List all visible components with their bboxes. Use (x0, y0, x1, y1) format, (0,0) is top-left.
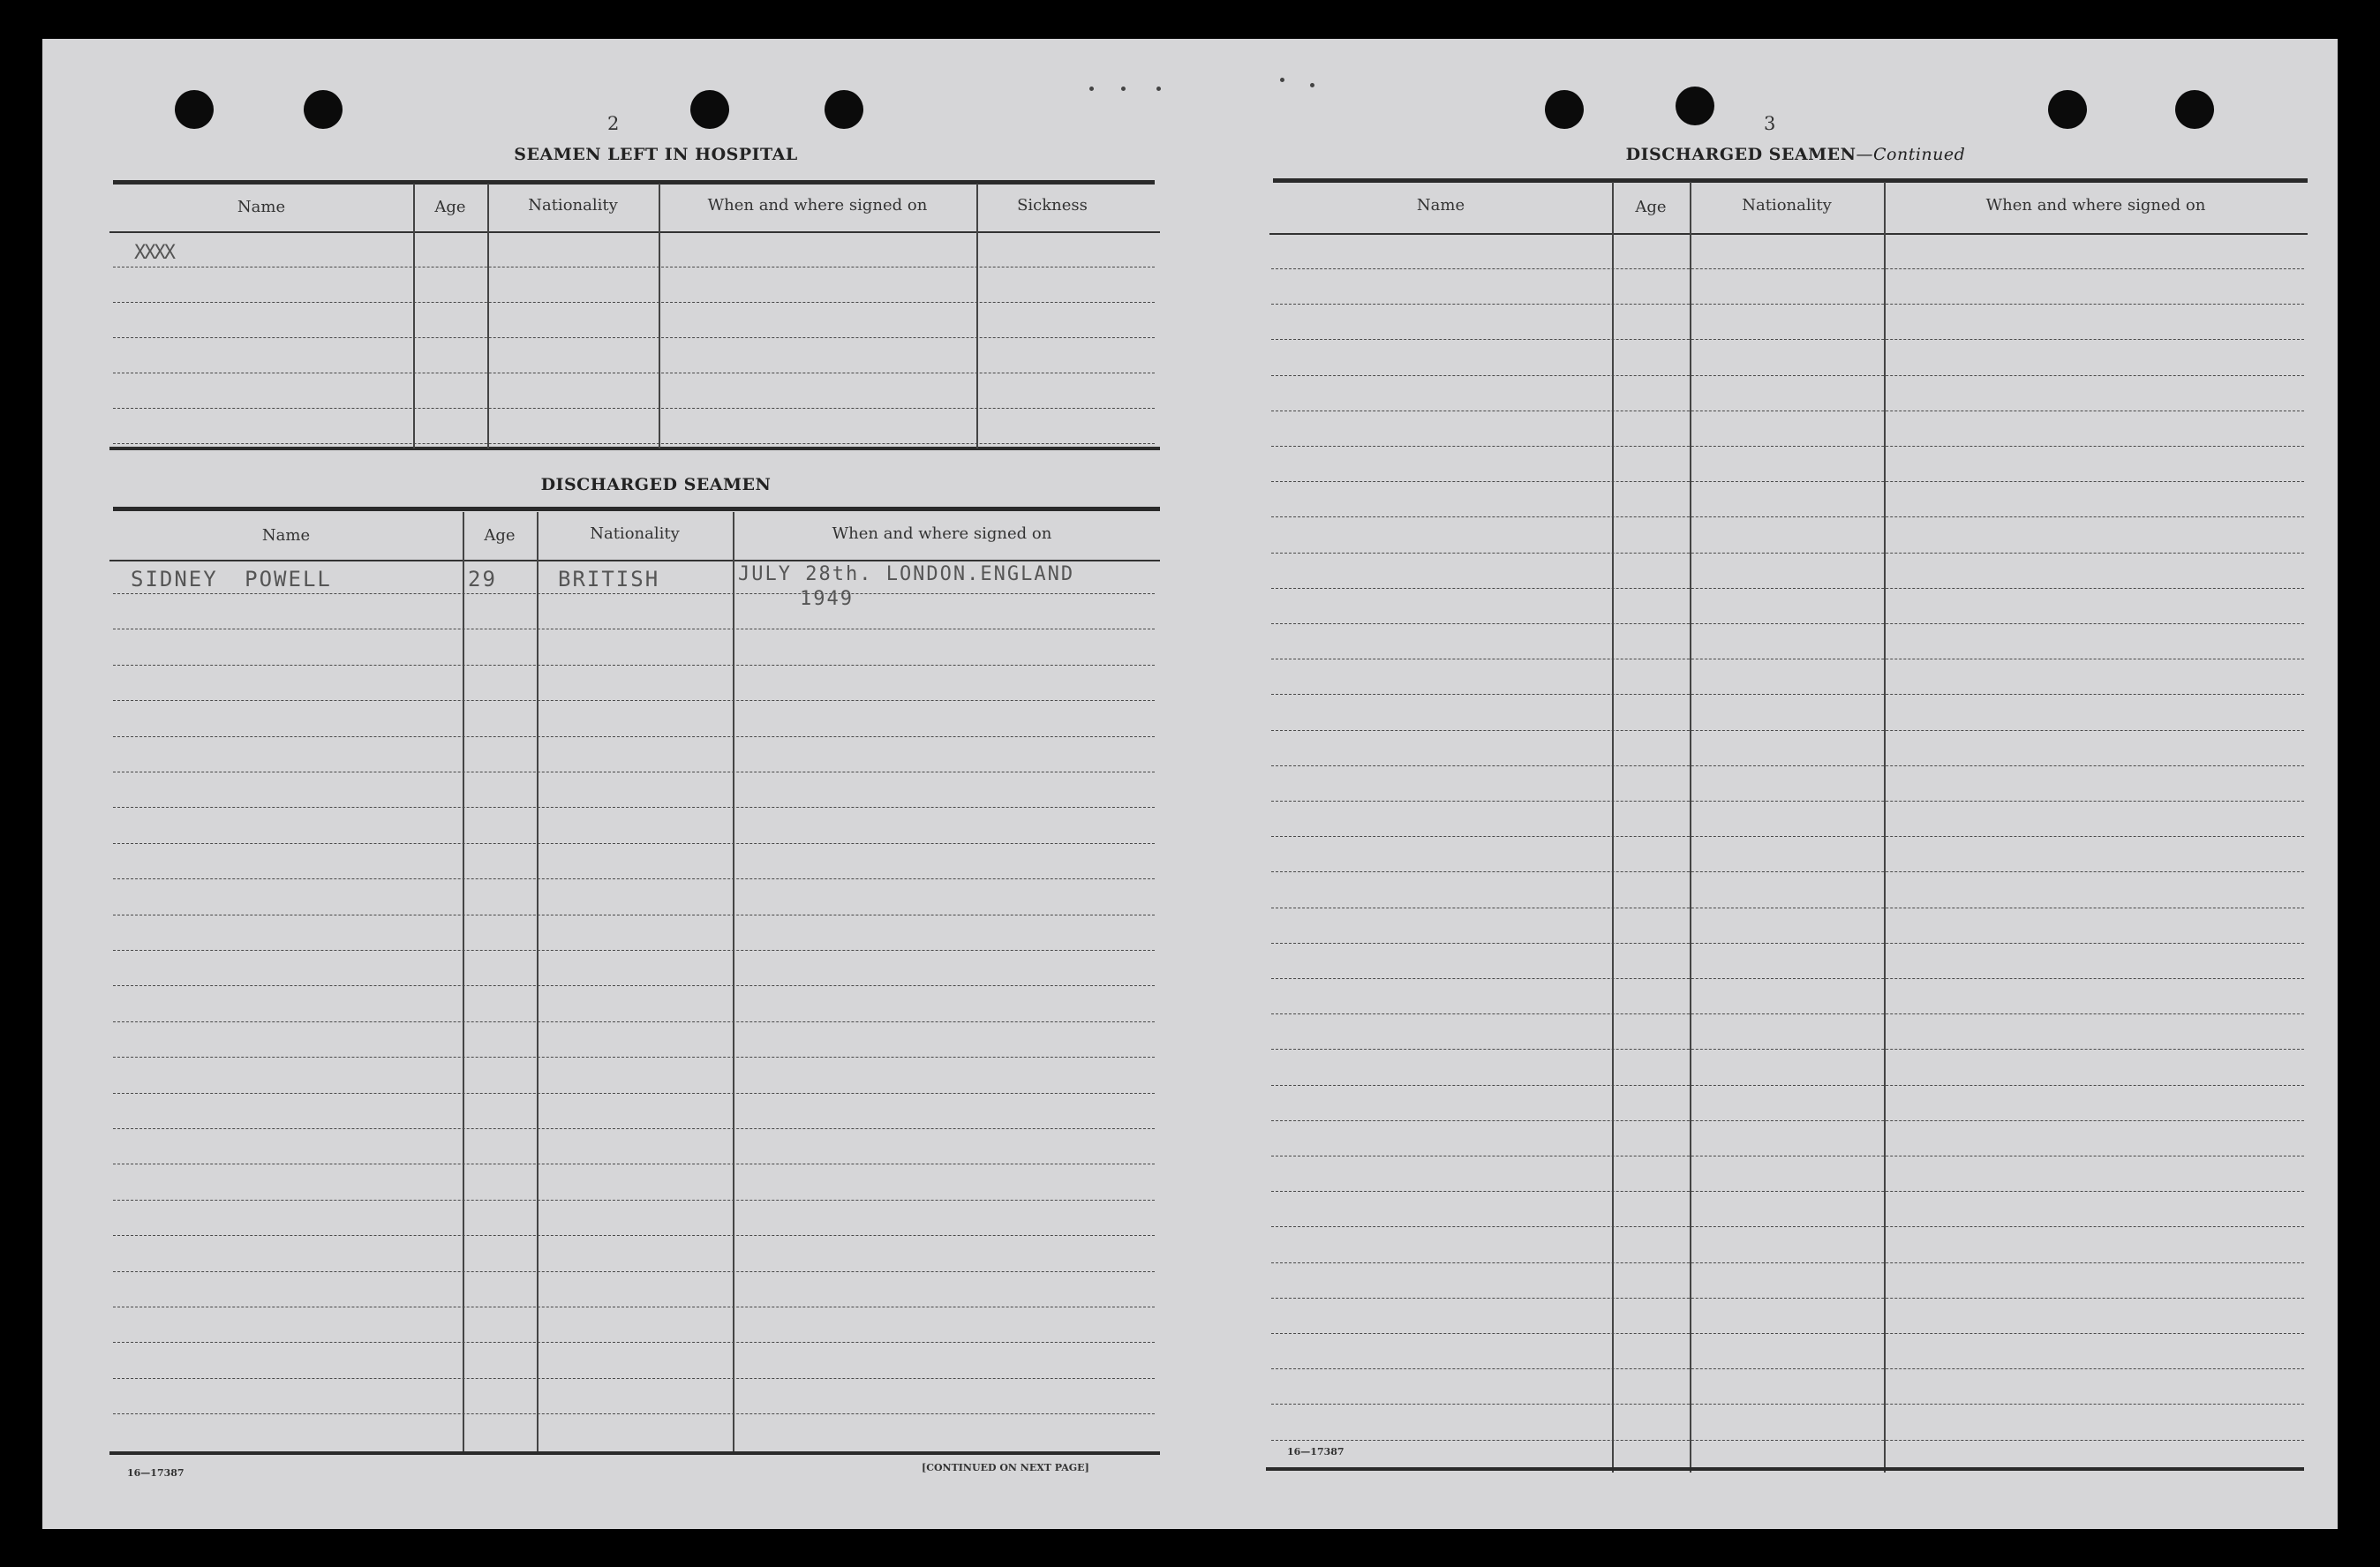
right-header-name: Name (1416, 196, 1465, 215)
discharged-bottom-rule (109, 1451, 1160, 1455)
hospital-top-rule (113, 180, 1155, 185)
ruled-row-line (113, 337, 1155, 338)
ink-mark (1089, 87, 1094, 91)
discharged-top-rule (113, 507, 1160, 511)
column-divider (733, 512, 734, 1455)
ruled-row-line (113, 700, 1155, 701)
column-divider (976, 184, 978, 448)
page-number-right: 3 (1764, 113, 1776, 134)
ruled-row-line (1271, 1333, 2304, 1334)
discharged-header-rule (109, 560, 1160, 561)
hospital-header-age: Age (434, 198, 466, 216)
form-number-left: 16—17387 (127, 1467, 185, 1479)
hospital-header-name: Name (237, 198, 286, 216)
hospital-header-sickness: Sickness (1017, 196, 1088, 215)
ruled-row-line (1271, 1404, 2304, 1405)
right-top-rule (1273, 178, 2308, 183)
ruled-row-line (113, 1021, 1155, 1022)
ruled-row-line (1271, 481, 2304, 482)
ruled-row-line (1271, 836, 2304, 837)
ruled-row-line (113, 878, 1155, 879)
seaman-signed-on: JULY 28th. LONDON.ENGLAND (738, 563, 1075, 585)
discharged-title: DISCHARGED SEAMEN (540, 475, 772, 494)
punch-hole (690, 90, 729, 129)
ruled-row-line (113, 1093, 1155, 1094)
column-divider (659, 184, 660, 448)
seaman-name: SIDNEY POWELL (131, 567, 332, 591)
ink-mark (1310, 83, 1314, 87)
ruled-row-line (1271, 730, 2304, 731)
ruled-row-line (113, 1378, 1155, 1379)
punch-hole (2175, 90, 2214, 129)
seaman-nationality: BRITISH (558, 567, 660, 591)
hospital-header-nationality: Nationality (528, 196, 618, 215)
column-divider (413, 184, 415, 448)
ruled-row-line (1271, 339, 2304, 340)
ruled-row-line (1271, 1262, 2304, 1263)
ruled-row-line (113, 950, 1155, 951)
column-divider (487, 184, 489, 448)
hospital-bottom-rule (109, 447, 1160, 450)
title-main: DISCHARGED SEAMEN (1625, 145, 1857, 164)
punch-hole (304, 90, 343, 129)
ruled-row-line (113, 408, 1155, 409)
seaman-age: 29 (468, 567, 497, 591)
form-number-right: 16—17387 (1287, 1446, 1344, 1458)
ruled-row-line (113, 843, 1155, 844)
ruled-row-line (1271, 1440, 2304, 1441)
ruled-row-line (113, 1235, 1155, 1236)
ruled-row-line (113, 1128, 1155, 1129)
hospital-header-rule (109, 231, 1160, 233)
ruled-row-line (1271, 978, 2304, 979)
ruled-row-line (1271, 304, 2304, 305)
right-header-nationality: Nationality (1742, 196, 1832, 215)
punch-hole (175, 90, 214, 129)
discharged-header-signed-on: When and where signed on (832, 524, 1052, 543)
ruled-row-line (113, 443, 1155, 444)
page-number-left: 2 (607, 113, 620, 134)
punch-hole (825, 90, 863, 129)
ruled-row-line (113, 665, 1155, 666)
ruled-row-line (1271, 516, 2304, 517)
ruled-row-line (1271, 623, 2304, 624)
ruled-row-line (1271, 1368, 2304, 1369)
ruled-row-line (1271, 1049, 2304, 1050)
ruled-row-line (1271, 553, 2304, 554)
column-divider (463, 512, 464, 1455)
ruled-row-line (113, 736, 1155, 737)
right-header-signed-on: When and where signed on (1985, 196, 2206, 215)
ruled-row-line (1271, 1120, 2304, 1121)
right-bottom-rule (1266, 1467, 2304, 1471)
hospital-entry: XXXX (134, 242, 174, 264)
manifest-sheet (42, 39, 2338, 1529)
ruled-row-line (1271, 694, 2304, 695)
ruled-row-line (113, 1413, 1155, 1414)
discharged-continued-title (1575, 145, 2016, 164)
ruled-row-line (1271, 1191, 2304, 1192)
hospital-title: SEAMEN LEFT IN HOSPITAL (514, 145, 798, 164)
ruled-row-line (113, 1200, 1155, 1201)
column-divider (537, 512, 539, 1455)
right-header-rule (1269, 233, 2308, 235)
right-header-age: Age (1635, 198, 1667, 216)
ruled-row-line (1271, 446, 2304, 447)
punch-hole (1545, 90, 1584, 129)
ruled-row-line (113, 985, 1155, 986)
ruled-row-line (1271, 871, 2304, 872)
ruled-row-line (1271, 588, 2304, 589)
hospital-header-signed-on: When and where signed on (707, 196, 928, 215)
punch-hole (1676, 87, 1714, 125)
discharged-header-name: Name (261, 526, 311, 545)
ink-mark (1156, 87, 1161, 91)
ruled-row-line (1271, 1085, 2304, 1086)
ruled-row-line (113, 593, 1155, 594)
ruled-row-line (1271, 1226, 2304, 1227)
ruled-row-line (1271, 268, 2304, 269)
seaman-signed-on-year: 1949 (800, 588, 854, 610)
ruled-row-line (113, 1342, 1155, 1343)
ruled-row-line (113, 1057, 1155, 1058)
continued-note: [CONTINUED ON NEXT PAGE] (922, 1462, 1089, 1473)
ruled-row-line (1271, 1298, 2304, 1299)
ruled-row-line (113, 807, 1155, 808)
ruled-row-line (113, 1271, 1155, 1272)
discharged-header-nationality: Nationality (590, 524, 680, 543)
ruled-row-line (113, 302, 1155, 303)
ruled-row-line (1271, 801, 2304, 802)
ink-mark (1121, 87, 1126, 91)
punch-hole (2048, 90, 2087, 129)
title-continued: —Continued (1856, 145, 1966, 164)
ruled-row-line (1271, 943, 2304, 944)
ruled-row-line (1271, 375, 2304, 376)
ruled-row-line (1271, 765, 2304, 766)
ink-mark (1280, 78, 1284, 82)
ruled-row-line (1271, 1013, 2304, 1014)
discharged-header-age: Age (484, 526, 516, 545)
